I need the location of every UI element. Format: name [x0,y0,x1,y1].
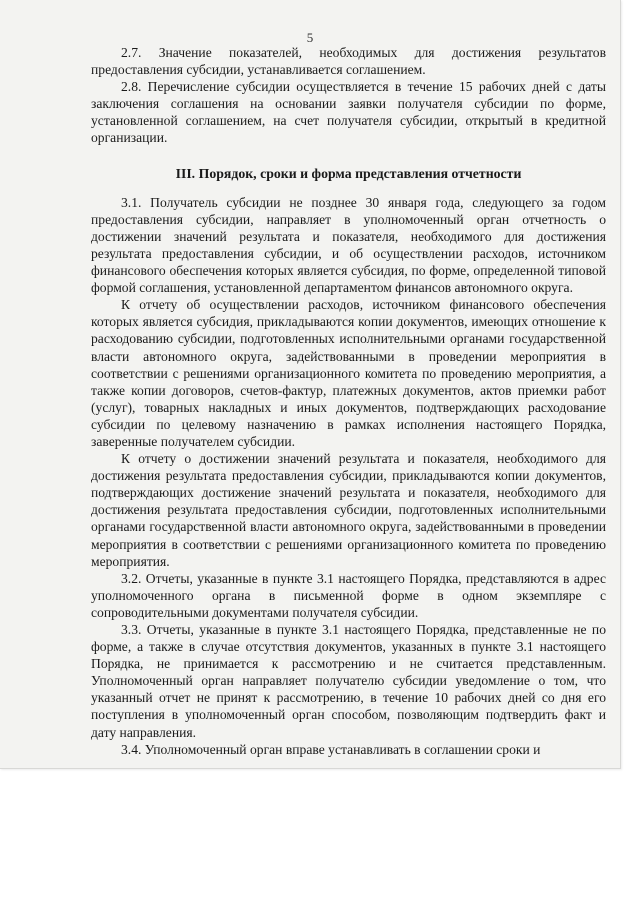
paragraph-result-report: К отчету о достижении значений результата и показателя, необходимого для достижения результата предоставления субсидии, прикладываются копии документов, подтверждающих достижение значений результата и показателя, необходимого для достижения результата предоставления субсидии, подготовленных исполнительными органами государственной власти автономного округа, задействованными в проведении мероприятия в соответствии с решениями организационного комитета по проведению мероприятия. [91,451,606,569]
page-content [91,44,606,758]
paragraph-3-2: 3.2. Отчеты, указанные в пункте 3.1 настоящего Порядка, представляются в адрес уполномоченного органа в письменной форме в одном экземпляре с сопроводительными документами получателя субсидии. [91,570,606,620]
paragraph-3-1: 3.1. Получатель субсидии не позднее 30 января года, следующего за годом предоставления субсидии, направляет в уполномоченный орган отчетность о достижении значений результата и показателя, необходимого для достижения результата предоставления субсидии, и об осуществлении расходов, источником финансового обеспечения которых является субсидия, по форме, определенной типовой формой соглашения, установленной департаментом финансов автономного округа. [91,194,606,296]
paragraph-2-8: 2.8. Перечисление субсидии осуществляется в течение 15 рабочих дней с даты заключения соглашения на основании заявки получателя субсидии по форме, установленной соглашением, на счет получателя субсидии, открытый в кредитной организации. [91,79,606,146]
paragraph-3-3: 3.3. Отчеты, указанные в пункте 3.1 настоящего Порядка, представленные не по форме, а также в случае отсутствия документов, указанных в пункте 3.1 настоящего Порядка, не принимается к рассмотрению и не считается представленным. Уполномоченный орган направляет получателю субсидии уведомление о том, что указанный отчет не принят к рассмотрению, в течение 10 рабочих дней со дня его поступления в уполномоченный орган способом, позволяющим подтвердить факт и дату направления. [91,622,606,740]
section-heading: III. Порядок, сроки и форма представления отчетности [175,165,522,181]
paragraph-3-4: 3.4. Уполномоченный орган вправе устанавливать в соглашении сроки и [121,741,541,757]
page-number: 5 [306,30,314,45]
paragraph-expense-report: К отчету об осуществлении расходов, источником финансового обеспечения которых является субсидия, прикладываются копии документов, имеющих отношение к расходованию субсидии, подготовленных исполнительными органами государственной власти автономного округа, задействованными в проведении мероприятия в соответствии с решениями организационного комитета по проведению мероприятия, а также копии договоров, счетов-фактур, платежных документов, актов приемки работ (услуг), товарных накладных и иных документов, подтверждающих расходование субсидии по целевому назначению в рамках исполнения настоящего Порядка, заверенные получателем субсидии. [91,297,606,449]
paragraph-2-7: 2.7. Значение показателей, необходимых для достижения результатов предоставления субсидии, устанавливается соглашением. [91,45,606,78]
